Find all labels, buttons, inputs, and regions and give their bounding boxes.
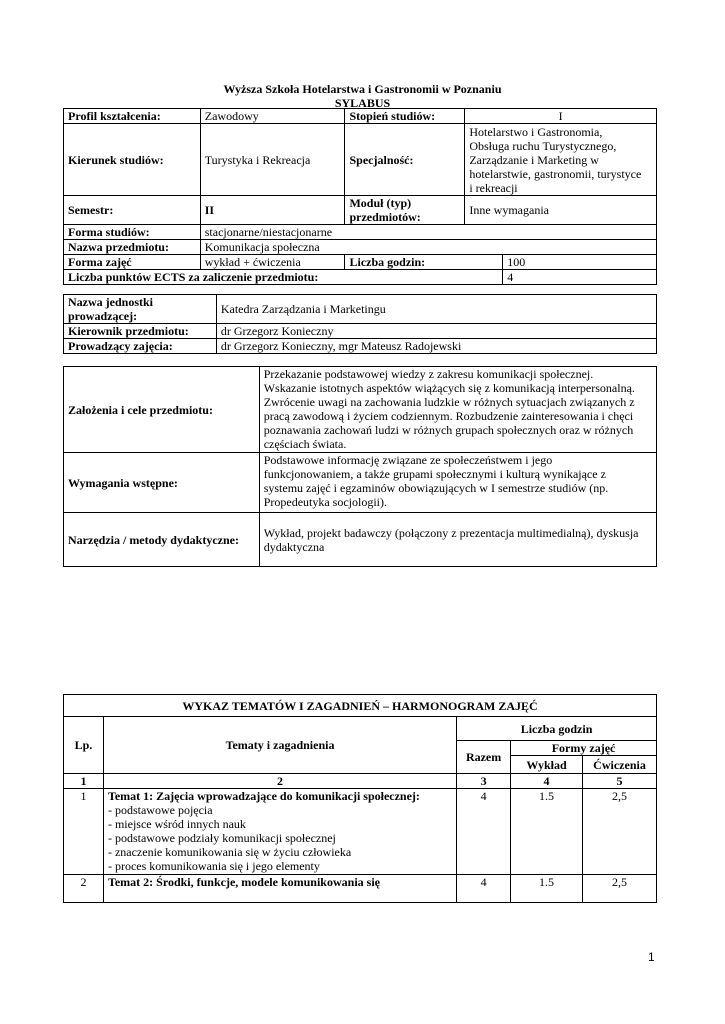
- hours-header: Liczba godzin: [457, 717, 657, 741]
- goals-line: Zwrócenie uwagi na zachowania ludzkie w różnych sytuacjach związanych z: [263, 395, 635, 409]
- level-value: I: [465, 109, 657, 124]
- requirements-line: systemu zajęć i egzaminów obowiązujących w I semestrze studiów (np.: [263, 481, 609, 495]
- lp-header: Lp.: [64, 717, 104, 774]
- row-total: 4: [457, 875, 511, 903]
- goals-line: poznawania zachowań ludzi w różnych grupach społecznych oraz w różnych: [263, 423, 634, 437]
- goals-line: Wskazanie istotnych aspektów wiążących się z komunikacją interpersonalną.: [263, 381, 635, 395]
- row-exercises: 2,5: [583, 875, 657, 903]
- study-info-table: [63, 108, 657, 285]
- schedule-table: [63, 694, 657, 903]
- specialty-line: Hotelarstwo i Gastronomia,: [469, 124, 603, 139]
- goals-line: częściach świata.: [263, 437, 347, 451]
- specialty-label: Specjalność:: [345, 124, 465, 196]
- page-number: 1: [648, 950, 655, 964]
- row-lp: 1: [64, 789, 104, 875]
- schedule-title: WYKAZ TEMATÓW I ZAGADNIEŃ – HARMONOGRAM ZAJĘĆ: [64, 695, 657, 717]
- specialty-line: i rekreacji: [469, 180, 518, 195]
- hours-value: 100: [503, 255, 657, 270]
- requirements-value: [259, 453, 656, 513]
- column-number: 5: [583, 774, 657, 789]
- tools-label: Narzędzia / metody dydaktyczne:: [64, 513, 260, 567]
- forms-header: Formy zajęć: [511, 741, 657, 756]
- semester-label: Semestr:: [64, 196, 201, 225]
- row-topic: [103, 789, 456, 875]
- semester-value: II: [200, 196, 345, 225]
- topic-item: - podstawowe podziały komunikacji społecznej: [107, 831, 336, 845]
- requirements-line: Propedeutyka socjologii).: [263, 495, 388, 509]
- form-label: Forma studiów:: [64, 225, 201, 240]
- head-label: Kierownik przedmiotu:: [64, 324, 217, 339]
- level-label: Stopień studiów:: [345, 109, 465, 124]
- requirements-line: Podstawowe informację związane ze społeczeństwem i jego: [263, 453, 553, 467]
- unit-label-line: Nazwa jednostki: [68, 295, 154, 309]
- row-total: 4: [457, 789, 511, 875]
- row-topic: Temat 2: Środki, funkcje, modele komunikowania się: [103, 875, 456, 903]
- row-lecture: 1.5: [511, 789, 583, 875]
- lecture-header: Wykład: [511, 756, 583, 774]
- unit-value: Katedra Zarządzania i Marketingu: [216, 295, 656, 324]
- teachers-value: dr Grzegorz Konieczny, mgr Mateusz Radojewski: [216, 339, 656, 354]
- document-title: SYLABUS: [334, 96, 391, 110]
- table-row: [64, 875, 657, 903]
- module-value: Inne wymagania: [465, 196, 657, 225]
- row-lecture: 1.5: [511, 875, 583, 903]
- requirements-line: funkcjonowaniem, a także grupami społecznymi i kulturą wynikające z: [263, 467, 606, 481]
- class-form-value: wykład + ćwiczenia: [200, 255, 345, 270]
- goals-value: [259, 367, 656, 453]
- row-exercises: 2,5: [583, 789, 657, 875]
- tools-line: Wykład, projekt badawczy (połączony z prezentacja multimedialną), dyskusja: [263, 525, 639, 540]
- head-value: dr Grzegorz Konieczny: [216, 324, 656, 339]
- tools-line: dydaktyczna: [263, 539, 325, 554]
- column-number: 3: [457, 774, 511, 789]
- specialty-line: hotelarstwie, gastronomii, turystyce: [469, 166, 642, 181]
- requirements-label: Wymagania wstępne:: [64, 453, 260, 513]
- subject-value: Komunikacja społeczna: [200, 240, 656, 255]
- goals-line: Przekazanie podstawowej wiedzy z zakresu komunikacji społecznej.: [263, 367, 594, 381]
- ects-label: Liczba punktów ECTS za zaliczenie przedmiotu:: [64, 270, 503, 285]
- column-number: 4: [511, 774, 583, 789]
- school-name: Wyższa Szkoła Hotelarstwa i Gastronomii w Poznaniu: [223, 82, 502, 96]
- topics-header: Tematy i zagadnienia: [103, 717, 456, 774]
- unit-label-line: prowadzącej:: [68, 309, 138, 323]
- module-label-line: przedmiotów:: [349, 210, 421, 224]
- table-row: [64, 789, 657, 875]
- exercises-header: Ćwiczenia: [583, 756, 657, 774]
- teachers-label: Prowadzący zajęcia:: [64, 339, 217, 354]
- profile-value: Zawodowy: [200, 109, 345, 124]
- specialty-line: Obsługa ruchu Turystycznego,: [469, 138, 617, 153]
- topic-item: - podstawowe pojęcia: [107, 803, 213, 817]
- topic-title: Temat 1: Zajęcia wprowadzające do komunikacji społecznej:: [107, 789, 420, 803]
- profile-label: Profil kształcenia:: [64, 109, 201, 124]
- subject-label: Nazwa przedmiotu:: [64, 240, 201, 255]
- column-number: 2: [103, 774, 456, 789]
- module-label: [345, 196, 465, 225]
- column-number: 1: [64, 774, 104, 789]
- hours-label: Liczba godzin:: [345, 255, 503, 270]
- class-form-label: Forma zajęć: [64, 255, 201, 270]
- unit-info-table: [63, 294, 657, 354]
- specialty-line: Zarządzanie i Marketing w: [469, 152, 599, 167]
- module-label-line: Moduł (typ): [349, 196, 412, 210]
- course-description-table: [63, 366, 657, 567]
- goals-label: Założenia i cele przedmiotu:: [64, 367, 260, 453]
- unit-label: [64, 295, 217, 324]
- tools-value: [259, 513, 656, 567]
- form-value: stacjonarne/niestacjonarne: [200, 225, 656, 240]
- goals-line: pracą zawodową i życiem codziennym. Rozbudzenie zainteresowania i chęci: [263, 409, 634, 423]
- direction-value: Turystyka i Rekreacja: [200, 124, 345, 196]
- topic-item: - proces komunikowania się i jego elementy: [107, 859, 320, 873]
- topic-item: - znaczenie komunikowania się w życiu człowieka: [107, 845, 352, 859]
- topic-item: - miejsce wśród innych nauk: [107, 817, 246, 831]
- row-lp: 2: [64, 875, 104, 903]
- ects-value: 4: [503, 270, 657, 285]
- direction-label: Kierunek studiów:: [64, 124, 201, 196]
- specialty-value: [465, 124, 657, 196]
- total-header: Razem: [457, 741, 511, 774]
